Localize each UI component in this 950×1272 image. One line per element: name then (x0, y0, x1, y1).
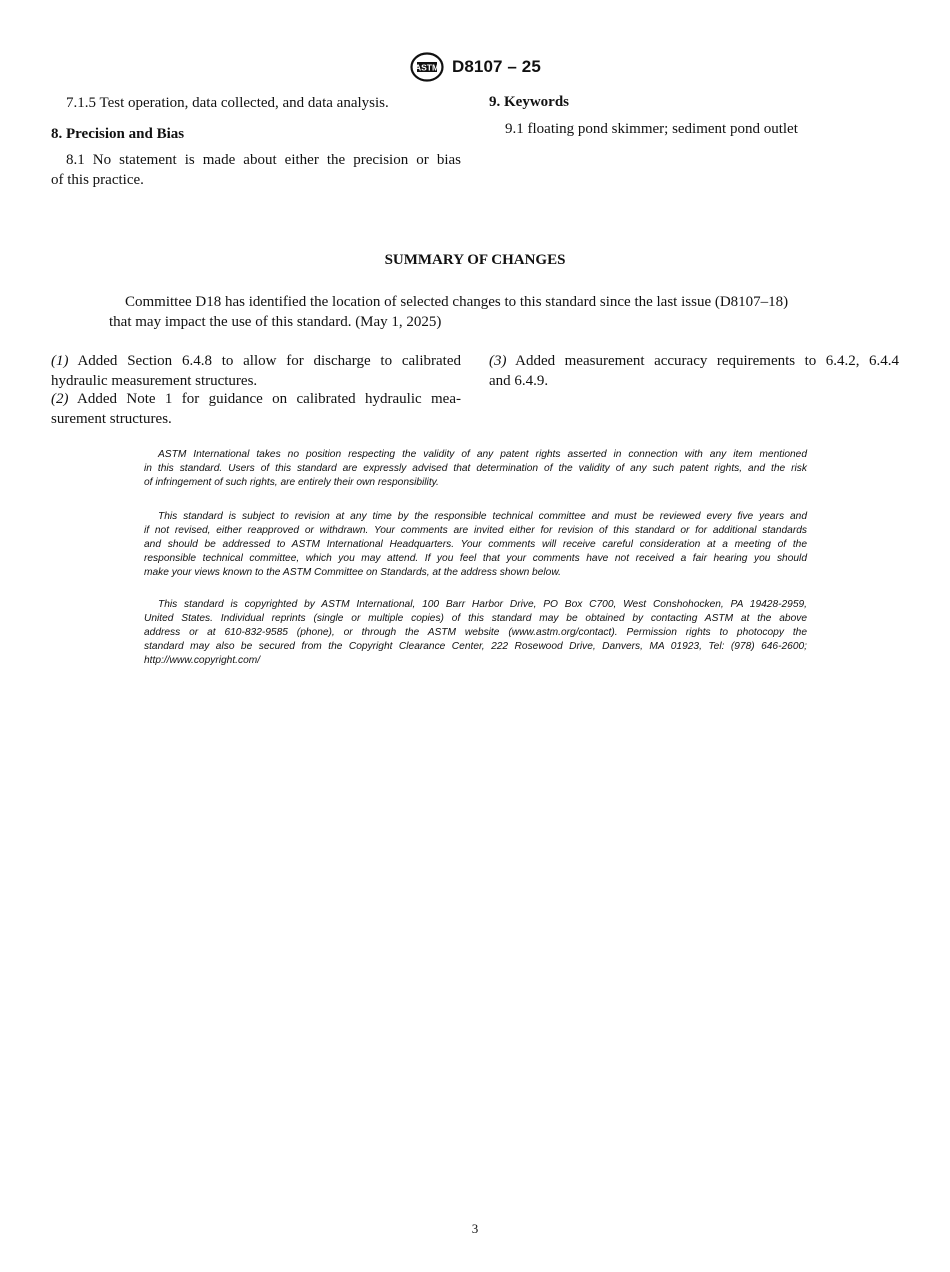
paragraph-7-1-5: 7.1.5 Test operation, data collected, and data analysis. (66, 95, 389, 111)
change-item-2 (51, 390, 461, 429)
paragraph-8-1-line-2: of this practice. (51, 171, 144, 188)
notice-line: make your views known to the ASTM Committee on Standards, at the address shown below. (144, 567, 561, 578)
notice-line: and should be addressed to ASTM International Headquarters. Your comments will receive careful consideration at a meeting of the (144, 539, 807, 550)
change-number: (3) (489, 353, 507, 369)
notice-line: address or at 610-832-9585 (phone), or through the ASTM website (www.astm.org/contact). Permission rights to photocopy the (144, 627, 807, 638)
copyright-notice (144, 598, 807, 668)
notice-line: ASTM International takes no position respecting the validity of any patent rights asserted in connection with any item mentioned (158, 449, 807, 460)
change-text-line-1: Added Section 6.4.8 to allow for discharge to calibrated (77, 353, 461, 369)
notice-line: This standard is copyrighted by ASTM International, 100 Barr Harbor Drive, PO Box C700, West Conshohocken, PA 19428-2959, (158, 599, 807, 610)
change-item-3 (489, 352, 899, 391)
revision-notice (144, 510, 807, 580)
astm-logo-icon (409, 52, 445, 82)
notice-line: in this standard. Users of this standard are expressly advised that determination of the validity of any such patent rights, and the risk (144, 463, 807, 474)
summary-intro (109, 293, 844, 332)
notice-line: if not revised, either reapproved or withdrawn. Your comments are invited either for revision of this standard or for additional standards (144, 525, 807, 536)
change-number: (2) (51, 391, 69, 407)
summary-of-changes-title: SUMMARY OF CHANGES (384, 252, 566, 268)
paragraph-8-1 (51, 151, 461, 190)
change-text-line-2: and 6.4.9. (489, 372, 549, 389)
document-id: D8107 – 25 (452, 57, 541, 76)
summary-intro-line-1: Committee D18 has identified the location of selected changes to this standard since the last issue (D8107–18) (125, 294, 789, 310)
notice-line: This standard is subject to revision at any time by the responsible technical committee and must be reviewed every five years and (158, 511, 807, 522)
notice-line: responsible technical committee, which you may attend. If you feel that your comments have not received a fair hearing you should (144, 553, 807, 564)
notice-line: United States. Individual reprints (single or multiple copies) of this standard may be obtained by contacting ASTM at the above (144, 613, 807, 624)
change-text-line-2: surement structures. (51, 410, 172, 427)
svg-text:ASTM: ASTM (414, 62, 440, 73)
notice-line: http://www.copyright.com/ (144, 655, 261, 666)
summary-intro-line-2: that may impact the use of this standard. (May 1, 2025) (109, 313, 442, 330)
change-text-line-2: hydraulic measurement structures. (51, 372, 258, 389)
paragraph-8-1-line-1: 8.1 No statement is made about either the precision or bias (66, 152, 461, 168)
section-9-heading: 9. Keywords (489, 94, 569, 110)
section-8-heading: 8. Precision and Bias (51, 126, 185, 142)
change-text-line-1: Added measurement accuracy requirements to 6.4.2, 6.4.4 (515, 353, 899, 369)
notice-line: standard may also be secured from the Copyright Clearance Center, 222 Rosewood Drive, Danvers, MA 01923, Tel: (978) 646-2600; (144, 641, 807, 652)
patent-notice (144, 448, 807, 490)
page-number: 3 (471, 1221, 479, 1236)
page-header (0, 52, 950, 82)
paragraph-9-1: 9.1 floating pond skimmer; sediment pond outlet (505, 121, 798, 137)
change-number: (1) (51, 353, 69, 369)
change-item-1 (51, 352, 461, 391)
notice-line: of infringement of such rights, are entirely their own responsibility. (144, 477, 439, 488)
change-text-line-1: Added Note 1 for guidance on calibrated hydraulic mea- (77, 391, 461, 407)
